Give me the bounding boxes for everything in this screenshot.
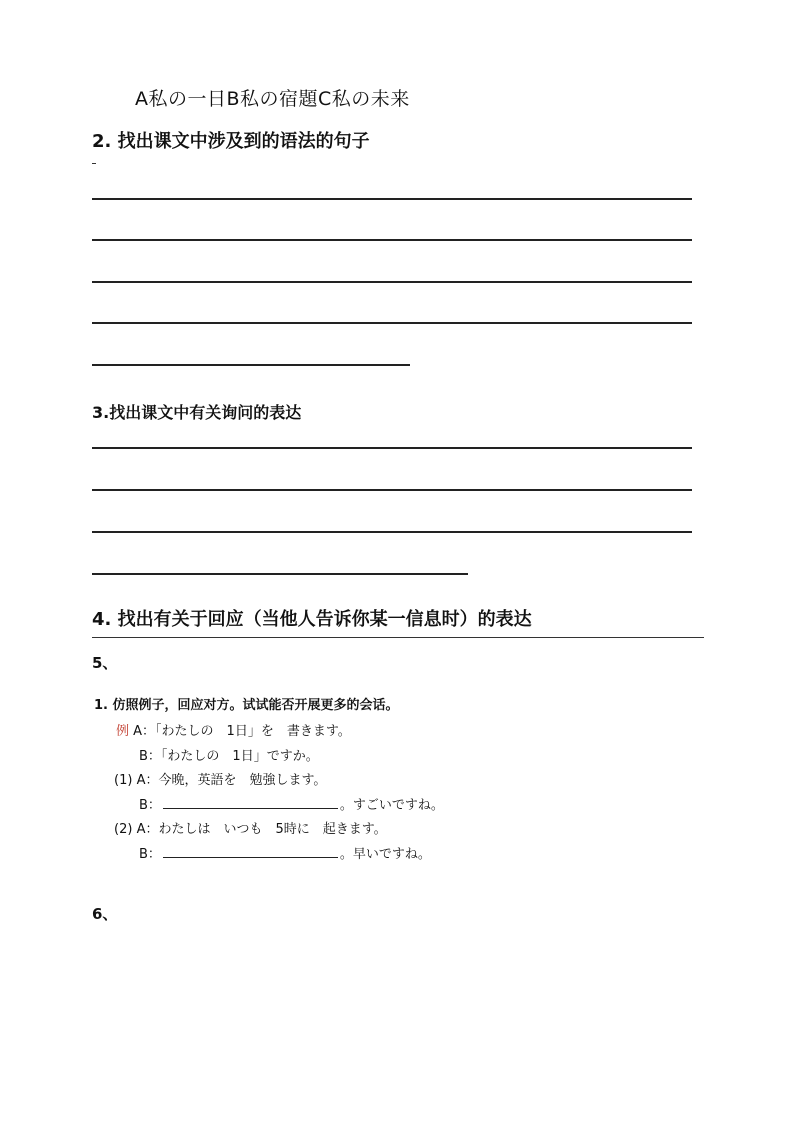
item-2-a-text: A：わたしは いつも 5時に 起きます。 bbox=[136, 822, 387, 837]
item-2-b-label: B： bbox=[139, 847, 161, 862]
answer-line[interactable] bbox=[92, 637, 704, 638]
item-1-number: (1) bbox=[114, 773, 133, 788]
stray-mark bbox=[92, 163, 96, 164]
answer-line[interactable] bbox=[92, 489, 692, 491]
example-b-text: B：「わたしの 1日」ですか。 bbox=[139, 749, 319, 764]
exercise-title: 1. 仿照例子，回应对方。试试能否开展更多的会话。 bbox=[94, 698, 399, 713]
item-2-row-b bbox=[139, 843, 431, 862]
answer-line[interactable] bbox=[92, 573, 468, 575]
answer-line[interactable] bbox=[92, 364, 410, 366]
answer-line[interactable] bbox=[92, 239, 692, 241]
item-2-row-a bbox=[114, 818, 387, 837]
item-1-a-text: A：今晩，英語を 勉強します。 bbox=[136, 773, 327, 788]
answer-line[interactable] bbox=[92, 198, 692, 200]
item-1-row-a bbox=[114, 769, 326, 788]
item-1-b-after: 。すごいですね。 bbox=[339, 798, 444, 813]
question-4-heading: 4. 找出有关于回应（当他人告诉你某一信息时）的表达 bbox=[92, 609, 532, 630]
item-2-blank[interactable] bbox=[163, 844, 338, 858]
answer-line[interactable] bbox=[92, 447, 692, 449]
item-2-number: (2) bbox=[114, 822, 133, 837]
example-label: 例 bbox=[116, 724, 130, 739]
example-a-text: A：「わたしの 1日」を 書きます。 bbox=[133, 724, 351, 739]
example-row-a bbox=[116, 720, 351, 739]
question-5-label: 5、 bbox=[92, 654, 118, 672]
exercise-figure bbox=[94, 694, 454, 874]
item-2-b-after: 。早いですね。 bbox=[339, 847, 431, 862]
question-3-heading: 3.找出课文中有关询问的表达 bbox=[92, 403, 302, 422]
answer-line[interactable] bbox=[92, 322, 692, 324]
topic-options: A私の一日B私の宿題C私の未来 bbox=[135, 88, 410, 110]
item-1-b-label: B： bbox=[139, 798, 161, 813]
answer-line[interactable] bbox=[92, 281, 692, 283]
question-6-label: 6、 bbox=[92, 905, 118, 923]
item-1-blank[interactable] bbox=[163, 795, 338, 809]
question-2-heading: 2. 找出课文中涉及到的语法的句子 bbox=[92, 131, 370, 152]
item-1-row-b bbox=[139, 794, 444, 813]
answer-line[interactable] bbox=[92, 531, 692, 533]
